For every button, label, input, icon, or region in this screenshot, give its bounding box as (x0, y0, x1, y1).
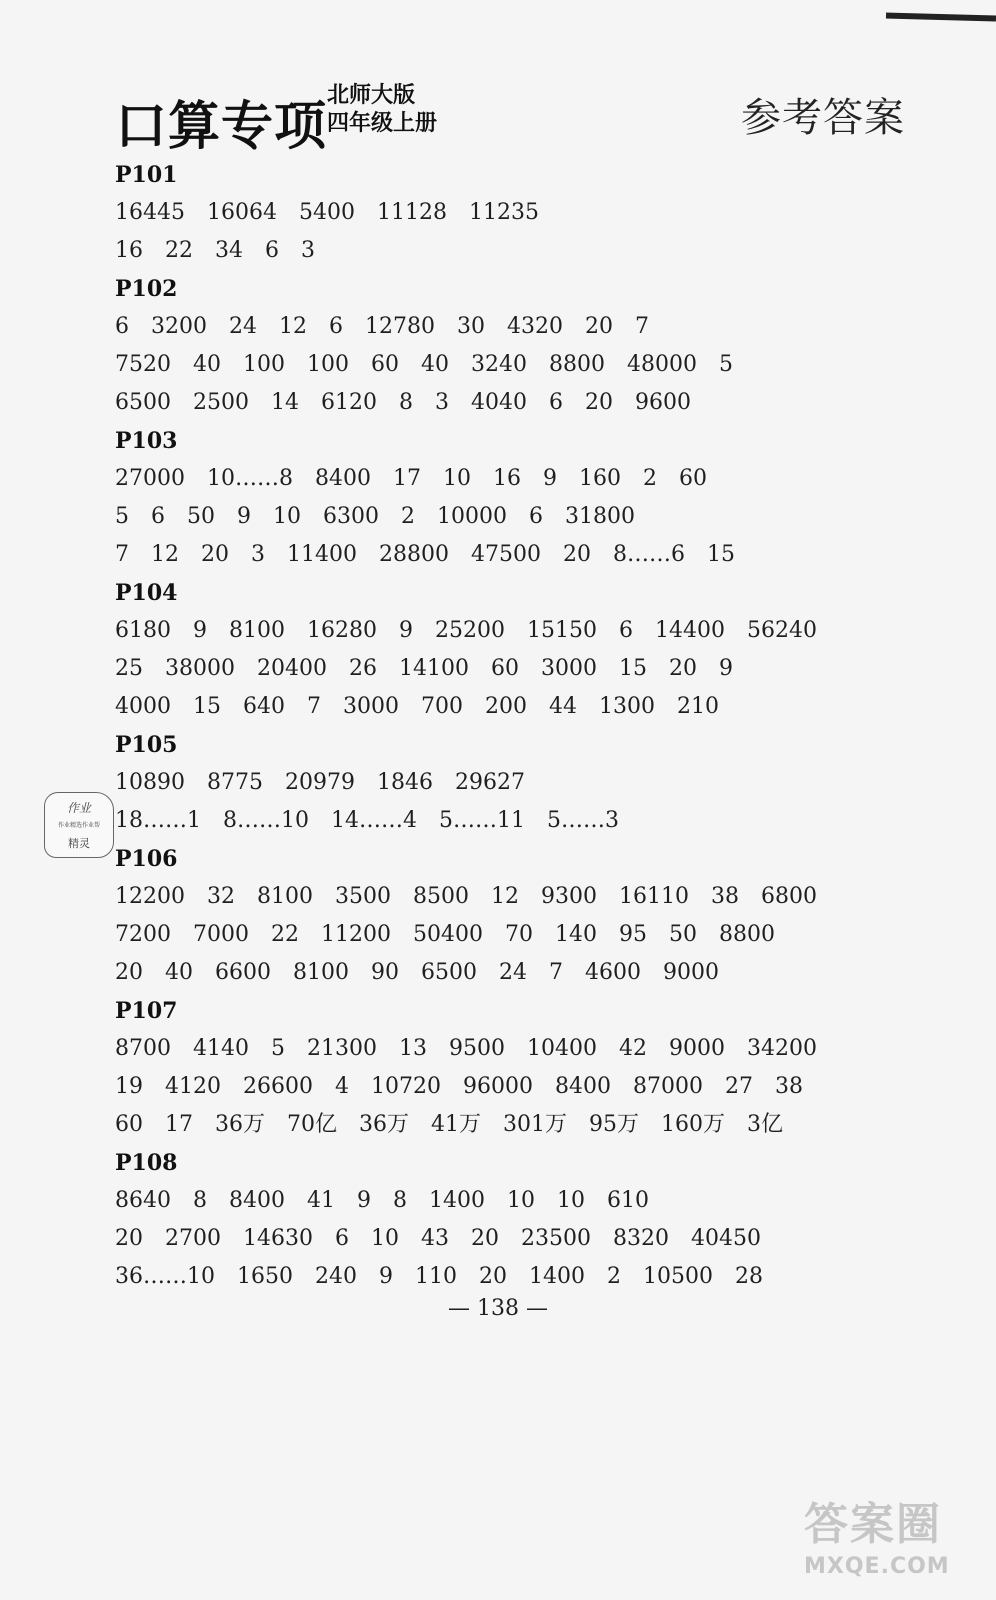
answer-value: 8……10 (223, 808, 309, 833)
answer-value: 11400 (287, 542, 357, 567)
answer-value: 14100 (399, 656, 469, 681)
answer-value: 5 (115, 504, 129, 529)
answer-value: 16 (493, 466, 521, 491)
answer-value: 14400 (655, 618, 725, 643)
answer-value: 60 (115, 1112, 143, 1137)
stamp-line-1: 作业 (66, 801, 91, 815)
answer-value: 110 (415, 1264, 457, 1289)
answer-value: 40 (165, 960, 193, 985)
answer-value: 19 (115, 1074, 143, 1099)
answer-value: 9 (237, 504, 251, 529)
answer-value: 11200 (321, 922, 391, 947)
answer-value: 8400 (229, 1188, 285, 1213)
answer-value: 24 (499, 960, 527, 985)
answer-value: 7000 (193, 922, 249, 947)
answer-value: 26600 (243, 1074, 313, 1099)
answer-value: 16280 (307, 618, 377, 643)
answer-value: 15 (707, 542, 735, 567)
stamp-line-2: 作业精选作业帮 (57, 822, 100, 829)
answer-value: 10 (371, 1226, 399, 1251)
answer-value: 38 (711, 884, 739, 909)
answer-row (115, 1068, 875, 1106)
answer-row (115, 460, 875, 498)
answer-value: 8775 (207, 770, 263, 795)
answer-value: 12780 (365, 314, 435, 339)
answer-value: 6 (115, 314, 129, 339)
answer-value: 200 (485, 694, 527, 719)
answer-value: 29627 (455, 770, 525, 795)
answer-list (115, 156, 875, 1296)
answer-value: 20 (479, 1264, 507, 1289)
answer-value: 4 (335, 1074, 349, 1099)
answer-value: 40450 (691, 1226, 761, 1251)
answer-value: 60 (491, 656, 519, 681)
answer-value: 26 (349, 656, 377, 681)
answer-value: 4600 (585, 960, 641, 985)
answer-value: 5……3 (547, 808, 619, 833)
answer-value: 9 (719, 656, 733, 681)
answer-row (115, 1030, 875, 1068)
answer-value: 8700 (115, 1036, 171, 1061)
stamp-mark (44, 792, 114, 858)
answer-value: 22 (165, 238, 193, 263)
answer-value: 6120 (321, 390, 377, 415)
answer-value: 1400 (529, 1264, 585, 1289)
answer-value: 12 (151, 542, 179, 567)
answer-value: 10000 (437, 504, 507, 529)
answer-value: 7200 (115, 922, 171, 947)
answer-value: 17 (165, 1112, 193, 1137)
answer-row (115, 1106, 875, 1144)
answer-value: 25 (115, 656, 143, 681)
answer-value: 10720 (371, 1074, 441, 1099)
answer-value: 8400 (315, 466, 371, 491)
answer-value: 9 (357, 1188, 371, 1213)
answer-value: 95万 (589, 1112, 639, 1137)
answer-value: 1300 (599, 694, 655, 719)
answer-value: 30 (457, 314, 485, 339)
answer-value: 6 (335, 1226, 349, 1251)
watermark (804, 1488, 974, 1588)
answer-value: 8400 (555, 1074, 611, 1099)
answer-value: 15150 (527, 618, 597, 643)
answer-value: 9 (543, 466, 557, 491)
answer-value: 90 (371, 960, 399, 985)
answer-value: 11128 (377, 200, 447, 225)
answer-value: 10400 (527, 1036, 597, 1061)
corner-scan-mark (886, 13, 996, 22)
answer-value: 1846 (377, 770, 433, 795)
answer-value: 2 (643, 466, 657, 491)
answer-value: 301万 (503, 1112, 567, 1137)
answer-value: 160万 (661, 1112, 725, 1137)
answer-value: 3 (435, 390, 449, 415)
answer-value: 8800 (549, 352, 605, 377)
answer-value: 240 (315, 1264, 357, 1289)
answer-value: 6 (549, 390, 563, 415)
answer-value: 36……10 (115, 1264, 215, 1289)
answer-value: 6 (529, 504, 543, 529)
page-number: — 138 — (448, 1296, 548, 1321)
answer-value: 20 (669, 656, 697, 681)
answer-value: 10 (507, 1188, 535, 1213)
answer-row (115, 1220, 875, 1258)
answer-value: 22 (271, 922, 299, 947)
answer-value: 7520 (115, 352, 171, 377)
answer-value: 8320 (613, 1226, 669, 1251)
answer-value: 14 (271, 390, 299, 415)
watermark-site: MXQE.COM (804, 1554, 950, 1579)
answer-value: 50400 (413, 922, 483, 947)
answer-value: 6 (619, 618, 633, 643)
answer-value: 3500 (335, 884, 391, 909)
answer-value: 12 (279, 314, 307, 339)
answer-value: 25200 (435, 618, 505, 643)
answer-row (115, 194, 875, 232)
answer-value: 160 (579, 466, 621, 491)
grade-label: 四年级上册 (327, 111, 438, 136)
answer-value: 8800 (719, 922, 775, 947)
section-label: P105 (115, 732, 178, 758)
answer-value: 32 (207, 884, 235, 909)
answer-value: 18……1 (115, 808, 201, 833)
answer-value: 10 (273, 504, 301, 529)
answer-value: 5……11 (439, 808, 525, 833)
answer-value: 4140 (193, 1036, 249, 1061)
answer-value: 6500 (421, 960, 477, 985)
answer-row (115, 612, 875, 650)
answer-value: 9000 (663, 960, 719, 985)
answer-value: 23500 (521, 1226, 591, 1251)
answer-value: 20 (585, 314, 613, 339)
answer-value: 1400 (429, 1188, 485, 1213)
answer-row (115, 232, 875, 270)
answer-value: 40 (193, 352, 221, 377)
section-label: P106 (115, 846, 178, 872)
answer-value: 3240 (471, 352, 527, 377)
answer-row (115, 688, 875, 726)
answer-value: 20 (115, 960, 143, 985)
answer-value: 42 (619, 1036, 647, 1061)
answer-value: 41万 (431, 1112, 481, 1137)
answer-row (115, 308, 875, 346)
answer-value: 6800 (761, 884, 817, 909)
edition-label: 北师大版 (327, 83, 416, 108)
answer-value: 8100 (257, 884, 313, 909)
watermark-logo: 答案圈 (804, 1499, 942, 1550)
answer-value: 3亿 (747, 1112, 783, 1137)
answer-value: 38 (775, 1074, 803, 1099)
answer-value: 36万 (215, 1112, 265, 1137)
answer-value: 640 (243, 694, 285, 719)
answer-value: 700 (421, 694, 463, 719)
answer-value: 38000 (165, 656, 235, 681)
answer-value: 20 (115, 1226, 143, 1251)
answer-value: 13 (399, 1036, 427, 1061)
answer-value: 8 (193, 1188, 207, 1213)
answer-value: 20 (585, 390, 613, 415)
answer-value: 610 (607, 1188, 649, 1213)
answer-value: 15 (193, 694, 221, 719)
answer-value: 6500 (115, 390, 171, 415)
answer-value: 6600 (215, 960, 271, 985)
answer-value: 7 (307, 694, 321, 719)
answer-value: 9000 (669, 1036, 725, 1061)
answer-value: 96000 (463, 1074, 533, 1099)
answer-row (115, 878, 875, 916)
answer-value: 7 (115, 542, 129, 567)
answer-value: 70亿 (287, 1112, 337, 1137)
answer-value: 8640 (115, 1188, 171, 1213)
answer-row (115, 346, 875, 384)
answer-value: 3 (251, 542, 265, 567)
answer-value: 17 (393, 466, 421, 491)
answer-row (115, 384, 875, 422)
answer-value: 9300 (541, 884, 597, 909)
answer-value: 10500 (643, 1264, 713, 1289)
answer-value: 16 (115, 238, 143, 263)
section-label: P108 (115, 1150, 178, 1176)
page-header (115, 78, 905, 157)
answer-value: 10 (557, 1188, 585, 1213)
answer-value: 2 (401, 504, 415, 529)
brand-title: 口算专项 (115, 97, 328, 157)
answer-value: 27000 (115, 466, 185, 491)
section-label: P107 (115, 998, 178, 1024)
answer-value: 12200 (115, 884, 185, 909)
answer-value: 1650 (237, 1264, 293, 1289)
answer-value: 6 (329, 314, 343, 339)
answer-value: 87000 (633, 1074, 703, 1099)
section-label: P103 (115, 428, 178, 454)
answer-value: 9 (399, 618, 413, 643)
answer-value: 3000 (541, 656, 597, 681)
answer-key-title: 参考答案 (741, 95, 905, 141)
answer-value: 20 (563, 542, 591, 567)
answer-value: 20400 (257, 656, 327, 681)
answer-value: 4000 (115, 694, 171, 719)
answer-value: 10 (443, 466, 471, 491)
answer-value: 8100 (293, 960, 349, 985)
answer-value: 14630 (243, 1226, 313, 1251)
answer-value: 100 (243, 352, 285, 377)
answer-value: 6300 (323, 504, 379, 529)
answer-row (115, 1182, 875, 1220)
answer-value: 20 (201, 542, 229, 567)
answer-value: 8100 (229, 618, 285, 643)
answer-value: 210 (677, 694, 719, 719)
answer-value: 28 (735, 1264, 763, 1289)
answer-value: 14……4 (331, 808, 417, 833)
answer-value: 60 (371, 352, 399, 377)
section-label: P102 (115, 276, 178, 302)
answer-value: 9600 (635, 390, 691, 415)
answer-value: 2500 (193, 390, 249, 415)
answer-value: 6 (265, 238, 279, 263)
answer-value: 4040 (471, 390, 527, 415)
answer-value: 9500 (449, 1036, 505, 1061)
answer-value: 50 (187, 504, 215, 529)
answer-value: 50 (669, 922, 697, 947)
answer-value: 16110 (619, 884, 689, 909)
answer-value: 40 (421, 352, 449, 377)
answer-value: 5 (271, 1036, 285, 1061)
answer-row (115, 764, 875, 802)
answer-value: 21300 (307, 1036, 377, 1061)
answer-value: 24 (229, 314, 257, 339)
answer-value: 6 (151, 504, 165, 529)
answer-value: 20 (471, 1226, 499, 1251)
answer-value: 34 (215, 238, 243, 263)
answer-value: 4120 (165, 1074, 221, 1099)
answer-value: 8500 (413, 884, 469, 909)
answer-row (115, 1258, 875, 1296)
answer-row (115, 802, 875, 840)
answer-value: 140 (555, 922, 597, 947)
answer-value: 36万 (359, 1112, 409, 1137)
answer-value: 8 (399, 390, 413, 415)
section-label: P101 (115, 162, 178, 188)
answer-value: 5 (719, 352, 733, 377)
answer-value: 27 (725, 1074, 753, 1099)
answer-value: 10890 (115, 770, 185, 795)
answer-value: 9 (379, 1264, 393, 1289)
answer-value: 41 (307, 1188, 335, 1213)
answer-value: 8……6 (613, 542, 685, 567)
answer-value: 48000 (627, 352, 697, 377)
answer-value: 9 (193, 618, 207, 643)
answer-value: 60 (679, 466, 707, 491)
answer-value: 3 (301, 238, 315, 263)
answer-value: 47500 (471, 542, 541, 567)
answer-value: 43 (421, 1226, 449, 1251)
answer-value: 12 (491, 884, 519, 909)
answer-value: 6180 (115, 618, 171, 643)
answer-value: 20979 (285, 770, 355, 795)
answer-value: 3200 (151, 314, 207, 339)
answer-value: 15 (619, 656, 647, 681)
answer-row (115, 498, 875, 536)
answer-value: 2700 (165, 1226, 221, 1251)
answer-value: 28800 (379, 542, 449, 567)
answer-value: 5400 (299, 200, 355, 225)
stamp-line-3: 精灵 (68, 837, 90, 850)
edition-info (327, 82, 437, 138)
answer-value: 3000 (343, 694, 399, 719)
answer-value: 44 (549, 694, 577, 719)
answer-value: 56240 (747, 618, 817, 643)
answer-row (115, 650, 875, 688)
answer-row (115, 916, 875, 954)
answer-value: 31800 (565, 504, 635, 529)
answer-value: 11235 (469, 200, 539, 225)
answer-value: 16445 (115, 200, 185, 225)
answer-value: 8 (393, 1188, 407, 1213)
answer-value: 2 (607, 1264, 621, 1289)
answer-value: 34200 (747, 1036, 817, 1061)
answer-value: 7 (549, 960, 563, 985)
answer-value: 10……8 (207, 466, 293, 491)
answer-value: 4320 (507, 314, 563, 339)
section-label: P104 (115, 580, 178, 606)
answer-value: 16064 (207, 200, 277, 225)
answer-row (115, 536, 875, 574)
answer-row (115, 954, 875, 992)
answer-value: 100 (307, 352, 349, 377)
answer-value: 70 (505, 922, 533, 947)
answer-value: 95 (619, 922, 647, 947)
answer-value: 7 (635, 314, 649, 339)
